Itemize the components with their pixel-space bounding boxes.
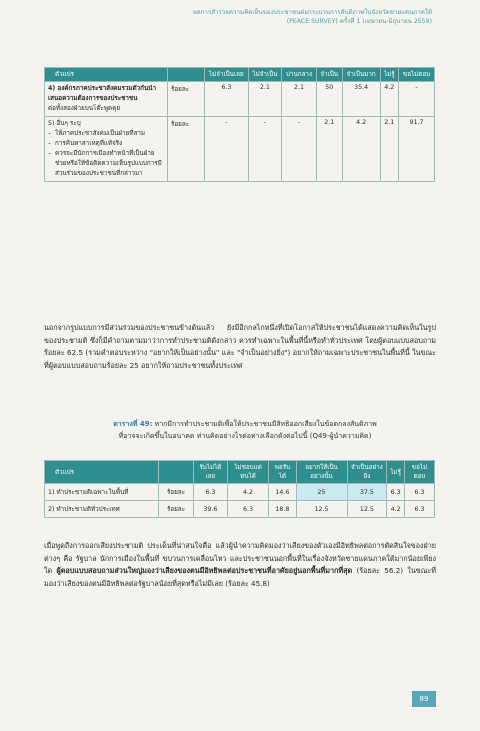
col-header: ขอไม่ตอบ <box>404 461 434 484</box>
table-caption <box>60 418 430 442</box>
col-header: อยากให้เป็นอย่างนั้น <box>296 461 347 484</box>
sub-item-list <box>48 129 164 179</box>
row-label-text: 5) อื่นๆ ระบุ <box>48 120 81 127</box>
paragraph-2-text-b: (ร้อยละ 56.2) ในขณะที่มองว่าเสียงของตนมีอิทธิพลต่อรัฐบาลน้อยที่สุดหรือไม่มีเลย (ร้อยละ 45.8) <box>44 566 436 588</box>
col-header: รับไม่ได้เลย <box>194 461 228 484</box>
value-cell: 6.3 <box>227 501 269 518</box>
unit-cell: ร้อยละ <box>159 501 194 518</box>
value-cell: 14.6 <box>269 484 296 501</box>
value-cell: - <box>282 117 317 182</box>
value-cell: - <box>248 117 282 182</box>
list-item: – ควรจะมีนักการเมืองทำหน้าที่เป็นฝ่ายช่วยหรือให้ข้อคิดความเห็นรูปแบบการมีส่วนร่วมของประชาชนที่กล่าวมา <box>48 149 164 179</box>
value-cell: 2.1 <box>316 117 342 182</box>
value-cell: 12.5 <box>296 501 347 518</box>
table-row <box>45 484 435 501</box>
body-paragraph-2 <box>44 540 436 590</box>
table-header-row <box>45 461 435 484</box>
list-item: – การค้นหาสาเหตุที่แท้จริง <box>48 139 164 149</box>
unit-cell: ร้อยละ <box>159 484 194 501</box>
col-header: จำเป็น <box>316 68 342 82</box>
col-header: ไม่ชอบแต่ทนได้ <box>227 461 269 484</box>
col-header: ตัวแปร <box>45 68 168 82</box>
value-cell: 4.2 <box>227 484 269 501</box>
value-cell: 4.2 <box>342 117 380 182</box>
row-label-text: 4) องค์กรภาคประชาสังคมรวมตัวกันนำเสนอความต้องการของประชาชน <box>48 85 157 102</box>
value-cell: 6.3 <box>194 484 228 501</box>
value-cell: 2.1 <box>380 117 399 182</box>
value-cell: - <box>205 117 249 182</box>
col-header: ไม่จำเป็นเลย <box>205 68 249 82</box>
col-header: จำเป็นอย่างยิ่ง <box>347 461 387 484</box>
table-row <box>45 117 435 182</box>
unit-cell: ร้อยละ <box>168 82 205 117</box>
value-cell-highlighted: 25 <box>296 484 347 501</box>
value-cell: 6.3 <box>387 484 405 501</box>
row-label-sub: ต่อทั้งสองฝ่ายบนโต๊ะพูดคุย <box>48 105 121 112</box>
value-cell: 2.1 <box>248 82 282 117</box>
running-header <box>193 8 432 26</box>
value-cell: 18.8 <box>269 501 296 518</box>
value-cell: 6.3 <box>404 484 434 501</box>
col-header: ไม่จำเป็น <box>248 68 282 82</box>
unit-cell: ร้อยละ <box>168 117 205 182</box>
table-row <box>45 82 435 117</box>
col-header: จำเป็นมาก <box>342 68 380 82</box>
table-header-row <box>45 68 435 82</box>
row-label: 2) ทำประชามติทั่วประเทศ <box>45 501 159 518</box>
body-paragraph-1: นอกจากรูปแบบการมีส่วนร่วมของประชาชนข้างต้นแล้ว ยังมีอีกกลไกหนึ่งที่เปิดโอกาสให้ประชาชนได้แสดงความคิดเห็นในรูปของประชามติ ซึ่งก็มีคำถามตามมาว่าการทำประชามติดังกล่าว ควรทำเฉพาะในพื้นที่นี้หรือทำทั่วประเทศ โดยผู้ตอบแบบสอบถามร้อยละ 62.5 (รวมคำตอบระหว่าง "อยากให้เป็นอย่างนั้น" และ "จำเป็นอย่างยิ่ง") อยากให้ถามเฉพาะประชาชนในพื้นที่นี้ ในขณะที่ผู้ตอบแบบสอบถามร้อยละ 25 อยากให้ถามประชาชนทั้งประเทศ <box>44 323 436 370</box>
value-cell: 39.6 <box>194 501 228 518</box>
value-cell: 4.2 <box>380 82 399 117</box>
row-label: 1) ทำประชามติเฉพาะในพื้นที่ <box>45 484 159 501</box>
value-cell-highlighted: 37.5 <box>347 484 387 501</box>
col-header: ไม่รู้ <box>387 461 405 484</box>
value-cell: - <box>399 82 435 117</box>
col-header: ตัวแปร <box>45 461 159 484</box>
page-number: 89 <box>412 691 436 707</box>
value-cell: 2.1 <box>282 82 317 117</box>
col-header <box>159 461 194 484</box>
value-cell: 6.3 <box>205 82 249 117</box>
paragraph-2-bold: ผู้ตอบแบบสอบถามส่วนใหญ่มองว่าเสียงของตนมีอิทธิพลต่อประชาชนที่อาศัยอยู่นอกพื้นที่มากที่สุด <box>56 566 353 576</box>
value-cell: 91.7 <box>399 117 435 182</box>
col-header: ปานกลาง <box>282 68 317 82</box>
opinion-table <box>44 67 435 182</box>
col-header: ไม่รู้ <box>380 68 399 82</box>
caption-text-1: หากมีการทำประชามติเพื่อให้ประชาชนมีสิทธิออกเสียงในข้อตกลงสันติภาพ <box>152 420 377 428</box>
caption-label: ตารางที่ 49: <box>113 420 153 428</box>
table-row <box>45 501 435 518</box>
header-line-1: ผลการสำรวจความคิดเห็นของประชาชนต่อกระบวนการสันติภาพในจังหวัดชายแดนภาคใต้ <box>193 9 432 16</box>
value-cell: 12.5 <box>347 501 387 518</box>
row-label <box>45 117 168 182</box>
paragraph-2-text-a: เมื่อพูดถึงการออกเสียงประชามติ ประเด็นที่น่าสนใจคือ แล้วผู้นำความคิดมองว่าเสียงของตัวเองมีอิทธิพลต่อการตัดสินใจของฝ่ายต่างๆ คือ รัฐบาล นักการเมืองในพื้นที่ ขบวนการเคลื่อนไหว และประชาชนนอกพื้นที่ในเรื่องจังหวัดชายแดนภาคใต้มากน้อยเพียงใด <box>44 541 436 576</box>
col-header: ขอไม่ตอบ <box>399 68 435 82</box>
value-cell: 6.3 <box>404 501 434 518</box>
value-cell: 50 <box>316 82 342 117</box>
header-line-2: (PEACE SURVEY) ครั้งที่ 1 (เมษายน-มิถุนายน 2559) <box>286 18 432 25</box>
row-label <box>45 82 168 117</box>
col-header <box>168 68 205 82</box>
col-header: พอรับได้ <box>269 461 296 484</box>
list-item: – ให้ภาคประชาสังคมเป็นฝ่ายที่สาม <box>48 129 164 139</box>
value-cell: 35.4 <box>342 82 380 117</box>
caption-text-2: ที่อาจจะเกิดขึ้นในอนาคต ท่านคิดอย่างไรต่อทางเลือกดังต่อไปนี้ (Q49-ผู้นำความคิด) <box>118 432 372 440</box>
value-cell: 4.2 <box>387 501 405 518</box>
referendum-table <box>44 460 435 518</box>
